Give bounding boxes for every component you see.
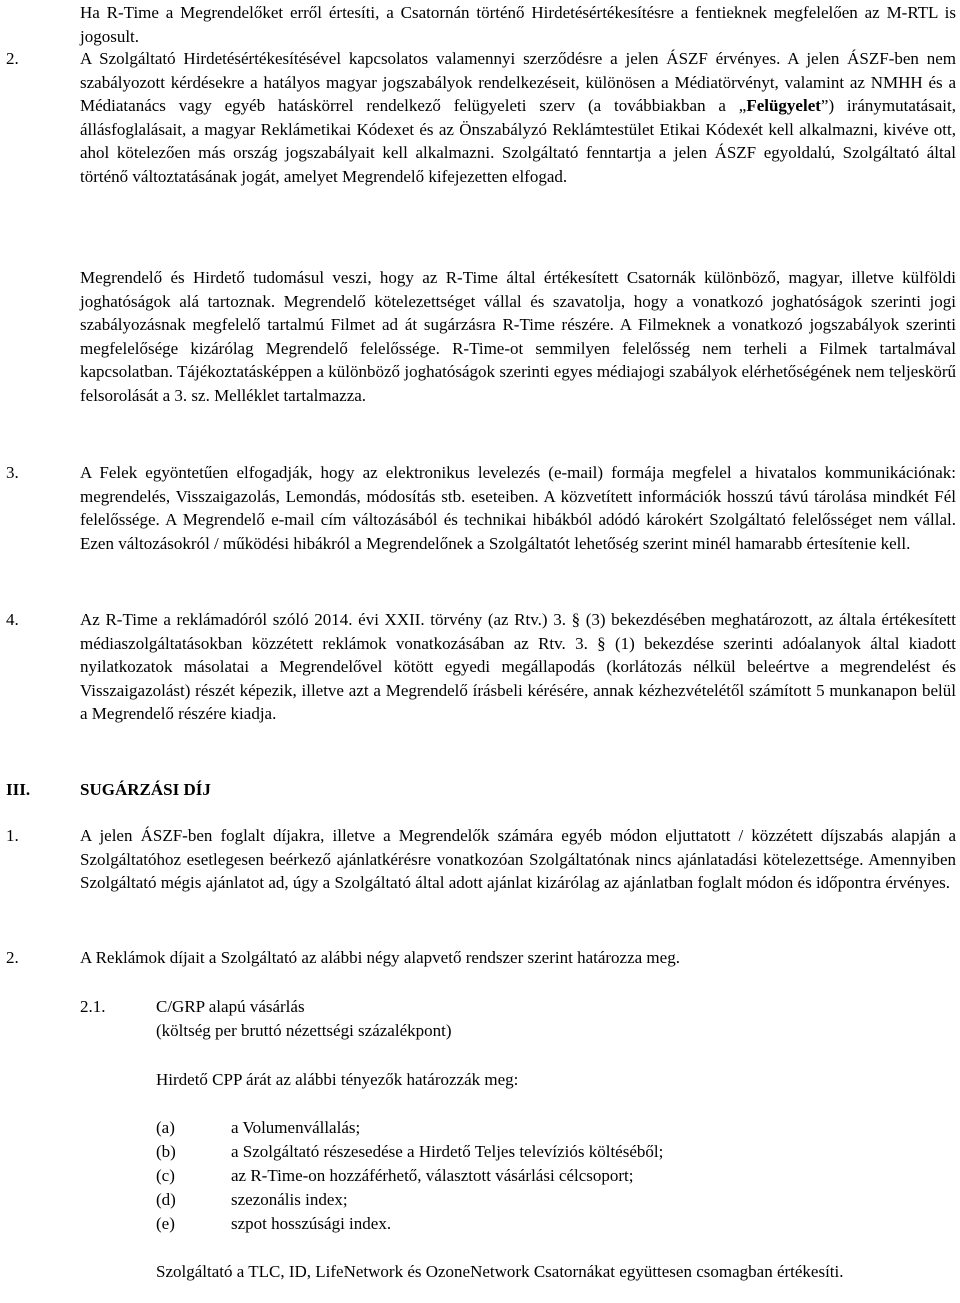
section-number-iii-1: 1. (6, 826, 19, 845)
paragraph-iii-2-pricing: A Reklámok díjait a Szolgáltató az alábbi négy alapvető rendszer szerint határozza meg. (80, 948, 680, 967)
paragraph-2-jurisdiction: Megrendelő és Hirdető tudomásul veszi, hogy az R-Time által értékesített Csatornák különböző, magyar, illetve külföldi joghatóságok alá tartoznak. Megrendelő kötelezettséget vállal és szavatolja, hogy a vonatkozó joghatóságok szerinti jogi szabályozásnak megfelelő tartalmú Filmet ad át sugárzásra R-Time részére. A Filmeknek a vonatkozó jogszabályok szerinti megfelelősége kizárólag Megrendelő felelőssége. R-Time-ot semmilyen felelősség nem terheli a Filmek tartalmával kapcsolatban. Tájékoztatásképpen a különböző joghatóságok szerinti egyes médiajogi szabályok elérhetőségének nem teljeskörű felsorolását a 3. sz. Melléklet tartalmazza. (80, 268, 956, 405)
section-number-3: 3. (6, 463, 19, 482)
paragraph-2-bold-term: Felügyelet (746, 96, 821, 115)
list-item-letter: (d) (156, 1190, 176, 1209)
list-item-letter: (b) (156, 1142, 176, 1161)
section-number-iii-2: 2. (6, 948, 19, 967)
subsection-title: C/GRP alapú vásárlás (156, 997, 305, 1016)
section-number-4: 4. (6, 610, 19, 629)
paragraph-3-email: A Felek egyöntetűen elfogadják, hogy az elektronikus levelezés (e-mail) formája megfelel a hivatalos kommunikációnak: megrendelés, Visszaigazolás, Lemondás, módosítás stb. eseteiben. A közvetített információk hosszú távú tárolása mindkét Fél felelőssége. A Megrendelő e-mail cím változásából és technikai hibákból adódó károkért Szolgáltató felelősséget nem vállal. Ezen változásokról / működési hibákról a Megrendelőnek a Szolgáltatót lehetőség szerint minél hamarabb értesítenie kell. (80, 463, 956, 553)
list-item-letter: (a) (156, 1118, 175, 1137)
paragraph-intro: Ha R-Time a Megrendelőket erről értesíti, a Csatornán történő Hirdetésértékesítésre a fentieknek megfelelően az M-RTL is jogosult. (80, 3, 956, 46)
list-item-text: a Volumenvállalás; (231, 1118, 361, 1137)
list-item-text: a Szolgáltató részesedése a Hirdető Teljes televíziós költéséből; (231, 1142, 664, 1161)
list-item-letter: (c) (156, 1166, 175, 1185)
section-number-2: 2. (6, 49, 19, 68)
subsection-number-2-1: 2.1. (80, 997, 106, 1016)
paragraph-4-tax: Az R-Time a reklámadóról szóló 2014. évi XXII. törvény (az Rtv.) 3. § (3) bekezdésében meghatározott, az általa értékesített médiaszolgáltatásokban közzétett reklámok vonatkozásában az Rtv. 3. § (1) bekezdése szerinti adóalanyok által kiadott nyilatkozatok másolatai a Megrendelővel kötött egyedi megállapodás (korlátozás nélkül beleértve a megrendelést és Visszaigazolást) részét képezik, illetve azt a Megrendelő írásbeli kérésére, annak kézhezvételétől számított 5 munkanapon belül a Megrendelő részére kiadja. (80, 610, 956, 723)
paragraph-package-sales: Szolgáltató a TLC, ID, LifeNetwork és OzoneNetwork Csatornákat együttesen csomagban értékesíti. (156, 1262, 844, 1281)
list-item-text: szpot hosszúsági index. (231, 1214, 392, 1233)
list-item-text: szezonális index; (231, 1190, 348, 1209)
subsection-subtitle: (költség per bruttó nézettségi százalékpont) (156, 1021, 452, 1040)
paragraph-2-text-a: A Szolgáltató Hirdetésértékesítésével kapcsolatos valamennyi szerződésre a jelen ÁSZF érvényes. A jelen ÁSZF-ben nem szabályozott kérdésekre a hatályos magyar jogszabályok rendelkezéseit, különösen a Médiatörvényt, valamint az NMHH és a Médiatanács vagy egyéb hatáskörrel rendelkező felügyeleti szerv (a továbbiakban a „ (80, 49, 956, 115)
chapter-number: III. (6, 780, 31, 799)
chapter-heading: SUGÁRZÁSI DÍJ (80, 780, 211, 799)
list-item-letter: (e) (156, 1214, 175, 1233)
paragraph-2-text-b: ”) iránymutatásait, állásfoglalásait, a magyar Reklámetikai Kódexet és az Önszabályzó Reklámtestület Etikai Kódexét kell alkalmazni, kivéve ott, ahol kötelezően más ország jogszabályait kell alkalmazni. Szolgáltató fenntartja a jelen ÁSZF egyoldalú, Szolgáltató által történő változtatásának jogát, amelyet Megrendelő kifejezetten elfogad. (80, 96, 956, 186)
paragraph-iii-1-offers: A jelen ÁSZF-ben foglalt díjakra, illetve a Megrendelők számára egyéb módon eljuttatott / közzétett díjszabás alapján a Szolgáltatóhoz esetlegesen beérkező ajánlatkérésre vonatkozóan Szolgáltatónak nincs ajánlatadási kötelezettsége. Amennyiben Szolgáltató mégis ajánlatot ad, úgy a Szolgáltató által adott ajánlat kizárólag az ajánlatban foglalt módon és időpontra érvényes. (80, 826, 956, 892)
list-intro: Hirdető CPP árát az alábbi tényezők határozzák meg: (156, 1070, 519, 1089)
list-item-text: az R-Time-on hozzáférhető, választott vásárlási célcsoport; (231, 1166, 634, 1185)
paragraph-2-applicability (80, 47, 956, 188)
